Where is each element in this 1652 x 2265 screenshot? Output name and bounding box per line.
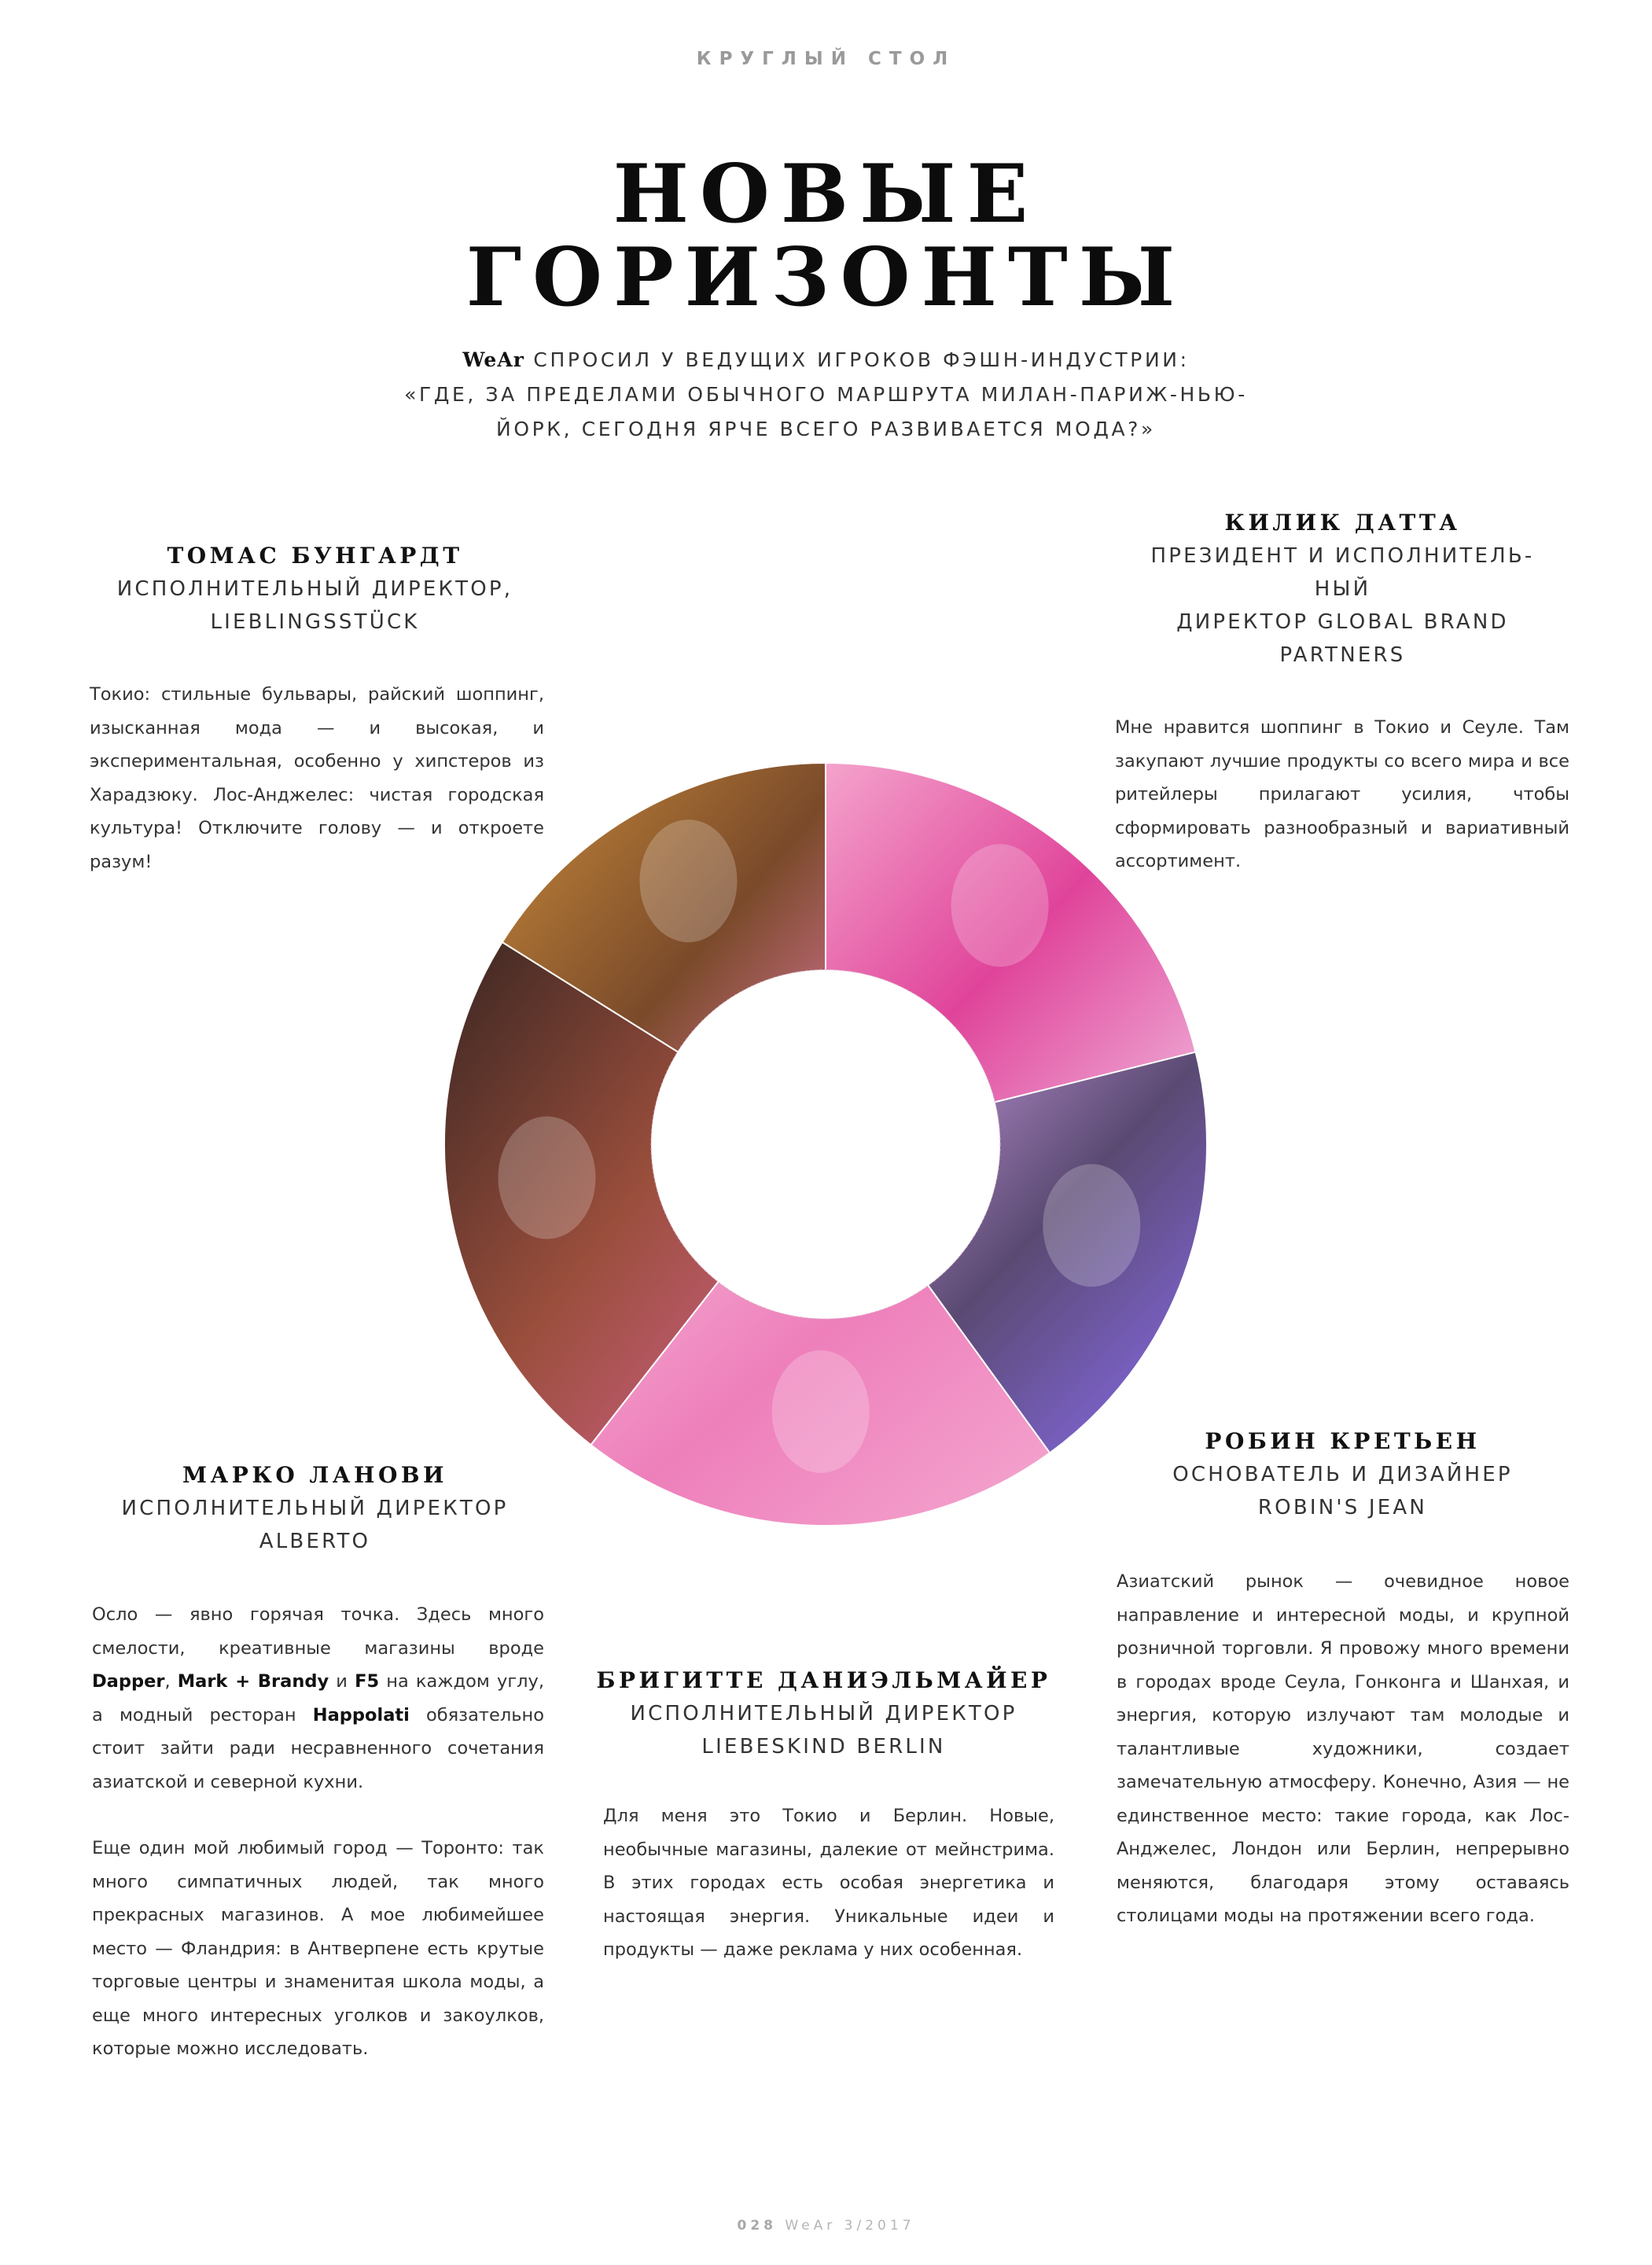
restaurant-name: Happolati	[312, 1704, 410, 1725]
store-name: Dapper	[92, 1671, 165, 1692]
person-name: БРИГИТТЕ ДАНИЭЛЬМАЙЕР	[596, 1667, 1051, 1693]
quote-text: и	[329, 1671, 355, 1692]
person-role-line: ДИРЕКТОР GLOBAL BRAND	[1176, 610, 1509, 634]
quote-marko-paragraph-1	[92, 1598, 544, 1799]
person-tomas	[85, 540, 545, 639]
portrait-robin-face	[1043, 1164, 1140, 1287]
portrait-brigitte-face	[772, 1350, 870, 1473]
intro-line-1-rest: СПРОСИЛ У ВЕДУЩИХ ИГРОКОВ ФЭШН-ИНДУСТРИИ:	[524, 348, 1190, 371]
quote-marko	[92, 1598, 544, 2066]
store-name: F5	[355, 1671, 380, 1692]
person-robin	[1113, 1425, 1573, 1524]
person-company: LIEBESKIND BERLIN	[701, 1735, 946, 1759]
page-title-line-2: ГОРИЗОНТЫ	[465, 230, 1187, 325]
person-kilik	[1113, 506, 1573, 672]
person-role-line: ПРЕЗИДЕНТ И ИСПОЛНИТЕЛЬ-	[1150, 544, 1535, 568]
person-name: РОБИН КРЕТЬЕН	[1205, 1428, 1481, 1454]
person-role-line: НЫЙ	[1314, 577, 1371, 601]
person-company: PARTNERS	[1279, 643, 1406, 667]
section-kicker: КРУГЛЫЙ СТОЛ	[696, 49, 956, 69]
person-company: ALBERTO	[259, 1530, 371, 1553]
person-company: ROBIN'S JEAN	[1257, 1496, 1428, 1519]
person-role-line: ИСПОЛНИТЕЛЬНЫЙ ДИРЕКТОР,	[116, 577, 513, 601]
portrait-kilik-face	[951, 844, 1049, 967]
quote-brigitte: Для меня это Токио и Берлин. Новые, необычные магазины, далекие от мейнстрима. В этих городах есть особая энергетика и настоящая энергия. Уникальные идеи и продукты — даже реклама у них особенная.	[603, 1806, 1054, 1960]
intro-line-2: «ГДЕ, ЗА ПРЕДЕЛАМИ ОБЫЧНОГО МАРШРУТА МИЛАН-ПАРИЖ-НЬЮ-	[404, 383, 1248, 406]
quote-robin: Азиатский рынок — очевидное новое направление и интересной моды, и крупной розничной торговли. Я провожу много времени в городах вроде Сеула, Гонконга и Шанхая, и энергия, которую излучают там молодые и талантливые художники, создает замечательную атмосферу. Конечно, Азия — не единственное место: такие города, как Лос-Анджелес, Лондон или Берлин, непрерывно меняются, благодаря этому оставаясь столицами моды на протяжении всего года.	[1117, 1571, 1569, 1926]
portrait-tomas-face	[640, 819, 738, 942]
quote-text: Осло — явно горячая точка. Здесь много смелости, креативные магазины вроде	[92, 1604, 544, 1659]
person-name: МАРКО ЛАНОВИ	[182, 1462, 447, 1488]
quote-marko-paragraph-2: Еще один мой любимый город — Торонто: так много симпатичных людей, так много прекрасных магазинов. А мое любимейшее место — Фландрия: в Антверпене есть крутые торговые центры и знаменитая школа моды, а еще много интересных уголков и закоулков, которые можно исследовать.	[92, 1838, 544, 2059]
intro-line-3: ЙОРК, СЕГОДНЯ ЯРЧЕ ВСЕГО РАЗВИВАЕТСЯ МОДА?»	[496, 418, 1156, 440]
person-marko	[85, 1459, 545, 1558]
person-role-line: ИСПОЛНИТЕЛЬНЫЙ ДИРЕКТОР	[121, 1497, 509, 1520]
store-name: Mark + Brandy	[177, 1671, 329, 1692]
person-name: ТОМАС БУНГАРДТ	[167, 543, 463, 569]
issue-label: WeAr 3/2017	[785, 2218, 915, 2234]
page-title-line-1: НОВЫЕ	[613, 147, 1039, 241]
intro-text	[377, 343, 1275, 447]
quote-text: ,	[164, 1671, 178, 1692]
intro-brand: WeAr	[462, 348, 524, 371]
person-brigitte	[594, 1664, 1054, 1763]
portrait-wheel	[440, 759, 1211, 1530]
quote-text: на каждом углу, а модный ресторан	[92, 1671, 544, 1725]
quote-text: обязательно стоит зайти ради несравненного сочетания азиатской и северной кухни.	[92, 1704, 544, 1792]
intro-line-1	[377, 343, 1275, 378]
wheel-center-hole	[651, 970, 1000, 1319]
person-company: LIEBLINGSSTÜCK	[210, 610, 420, 634]
quote-tomas: Токио: стильные бульвары, райский шоппинг, изысканная мода — и высокая, и экспериментальная, особенно у хипстеров из Харадзюку. Лос-Анджелес: чистая городская культура! Отключите голову — и откроете разум!	[90, 684, 544, 872]
page-footer	[0, 2218, 1652, 2234]
person-role-line: ИСПОЛНИТЕЛЬНЫЙ ДИРЕКТОР	[630, 1702, 1017, 1725]
portrait-marko-face	[499, 1117, 596, 1239]
person-role-line: ОСНОВАТЕЛЬ И ДИЗАЙНЕР	[1172, 1463, 1513, 1486]
quote-kilik: Мне нравится шоппинг в Токио и Сеуле. Там закупают лучшие продукты со всего мира и все ритейлеры прилагают усилия, чтобы сформировать разнообразный и вариативный ассортимент.	[1115, 717, 1569, 871]
page-number: 028	[737, 2218, 777, 2234]
person-name: КИЛИК ДАТТА	[1224, 510, 1461, 536]
